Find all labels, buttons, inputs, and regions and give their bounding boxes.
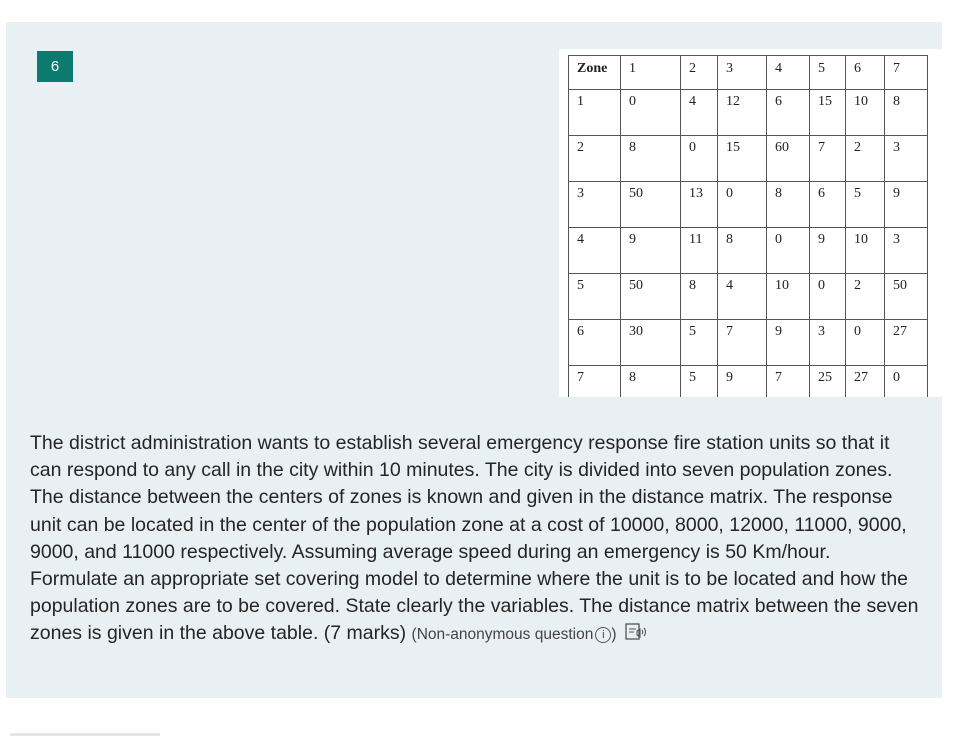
distance-cell: 7 — [810, 136, 846, 182]
info-icon[interactable]: i — [595, 627, 611, 643]
distance-cell: 9 — [767, 320, 810, 366]
header-cell-7: 7 — [885, 56, 928, 90]
table-row — [569, 136, 928, 182]
header-cell-zone: Zone — [569, 56, 621, 90]
distance-cell: 9 — [885, 182, 928, 228]
distance-cell: 3 — [810, 320, 846, 366]
table-row — [569, 228, 928, 274]
header-cell-5: 5 — [810, 56, 846, 90]
distance-cell: 5 — [681, 366, 718, 398]
non-anonymous-label: (Non-anonymous question i ) — [411, 626, 617, 644]
zone-label-cell: 4 — [569, 228, 621, 274]
distance-cell: 10 — [846, 228, 885, 274]
distance-cell: 15 — [810, 90, 846, 136]
table-header-row — [569, 56, 928, 90]
distance-cell: 10 — [846, 90, 885, 136]
table-row — [569, 182, 928, 228]
header-cell-2: 2 — [681, 56, 718, 90]
distance-cell: 7 — [767, 366, 810, 398]
distance-cell: 9 — [810, 228, 846, 274]
distance-cell: 12 — [718, 90, 767, 136]
question-text-block — [30, 430, 920, 651]
distance-cell: 13 — [681, 182, 718, 228]
zone-label-cell: 2 — [569, 136, 621, 182]
distance-cell: 4 — [681, 90, 718, 136]
distance-matrix-image — [559, 49, 945, 397]
distance-cell: 8 — [718, 228, 767, 274]
question-card — [6, 22, 942, 698]
distance-cell: 27 — [846, 366, 885, 398]
distance-cell: 25 — [810, 366, 846, 398]
distance-cell: 5 — [846, 182, 885, 228]
distance-cell: 0 — [718, 182, 767, 228]
table-row — [569, 274, 928, 320]
distance-cell: 0 — [810, 274, 846, 320]
question-number-badge: 6 — [37, 51, 73, 82]
distance-cell: 5 — [681, 320, 718, 366]
distance-cell: 4 — [718, 274, 767, 320]
header-cell-1: 1 — [621, 56, 681, 90]
distance-cell: 0 — [767, 228, 810, 274]
distance-cell: 2 — [846, 274, 885, 320]
table-row — [569, 320, 928, 366]
header-cell-3: 3 — [718, 56, 767, 90]
table-row — [569, 90, 928, 136]
distance-cell: 0 — [621, 90, 681, 136]
distance-cell: 11 — [681, 228, 718, 274]
header-cell-4: 4 — [767, 56, 810, 90]
zone-label-cell: 6 — [569, 320, 621, 366]
distance-cell: 7 — [718, 320, 767, 366]
header-cell-6: 6 — [846, 56, 885, 90]
distance-cell: 6 — [767, 90, 810, 136]
distance-cell: 0 — [681, 136, 718, 182]
distance-cell: 2 — [846, 136, 885, 182]
distance-cell: 8 — [681, 274, 718, 320]
distance-cell: 27 — [885, 320, 928, 366]
distance-cell: 15 — [718, 136, 767, 182]
distance-cell: 0 — [885, 366, 928, 398]
immersive-reader-icon[interactable] — [625, 622, 647, 650]
zone-label-cell: 3 — [569, 182, 621, 228]
distance-matrix-table — [568, 55, 928, 397]
distance-cell: 0 — [846, 320, 885, 366]
distance-cell: 50 — [885, 274, 928, 320]
zone-label-cell: 7 — [569, 366, 621, 398]
distance-cell: 8 — [621, 366, 681, 398]
distance-cell: 3 — [885, 228, 928, 274]
distance-cell: 8 — [767, 182, 810, 228]
distance-cell: 30 — [621, 320, 681, 366]
table-row — [569, 366, 928, 398]
distance-cell: 8 — [621, 136, 681, 182]
distance-cell: 50 — [621, 182, 681, 228]
distance-cell: 8 — [885, 90, 928, 136]
distance-cell: 50 — [621, 274, 681, 320]
distance-cell: 6 — [810, 182, 846, 228]
zone-label-cell: 1 — [569, 90, 621, 136]
distance-cell: 9 — [718, 366, 767, 398]
zone-label-cell: 5 — [569, 274, 621, 320]
distance-cell: 60 — [767, 136, 810, 182]
question-text: The district administration wants to establish several emergency response fire station units so that it can respond to any call in the city within 10 minutes. The city is divided into seven population zones. The distance between the centers of zones is known and given in the distance matrix. The response unit can be located in the center of the population zone at a cost of 10000, 8000, 12000, 11000, 9000, 9000, and 11000 respectively. Assuming average speed during an emergency is 50 Km/hour. Formulate an appropriate set covering model to determine where the unit is to be located and how the population zones are to be covered. State clearly the variables. The distance matrix between the seven zones is given in the above table. (7 marks) — [30, 432, 919, 645]
distance-cell: 10 — [767, 274, 810, 320]
distance-cell: 9 — [621, 228, 681, 274]
distance-cell: 3 — [885, 136, 928, 182]
